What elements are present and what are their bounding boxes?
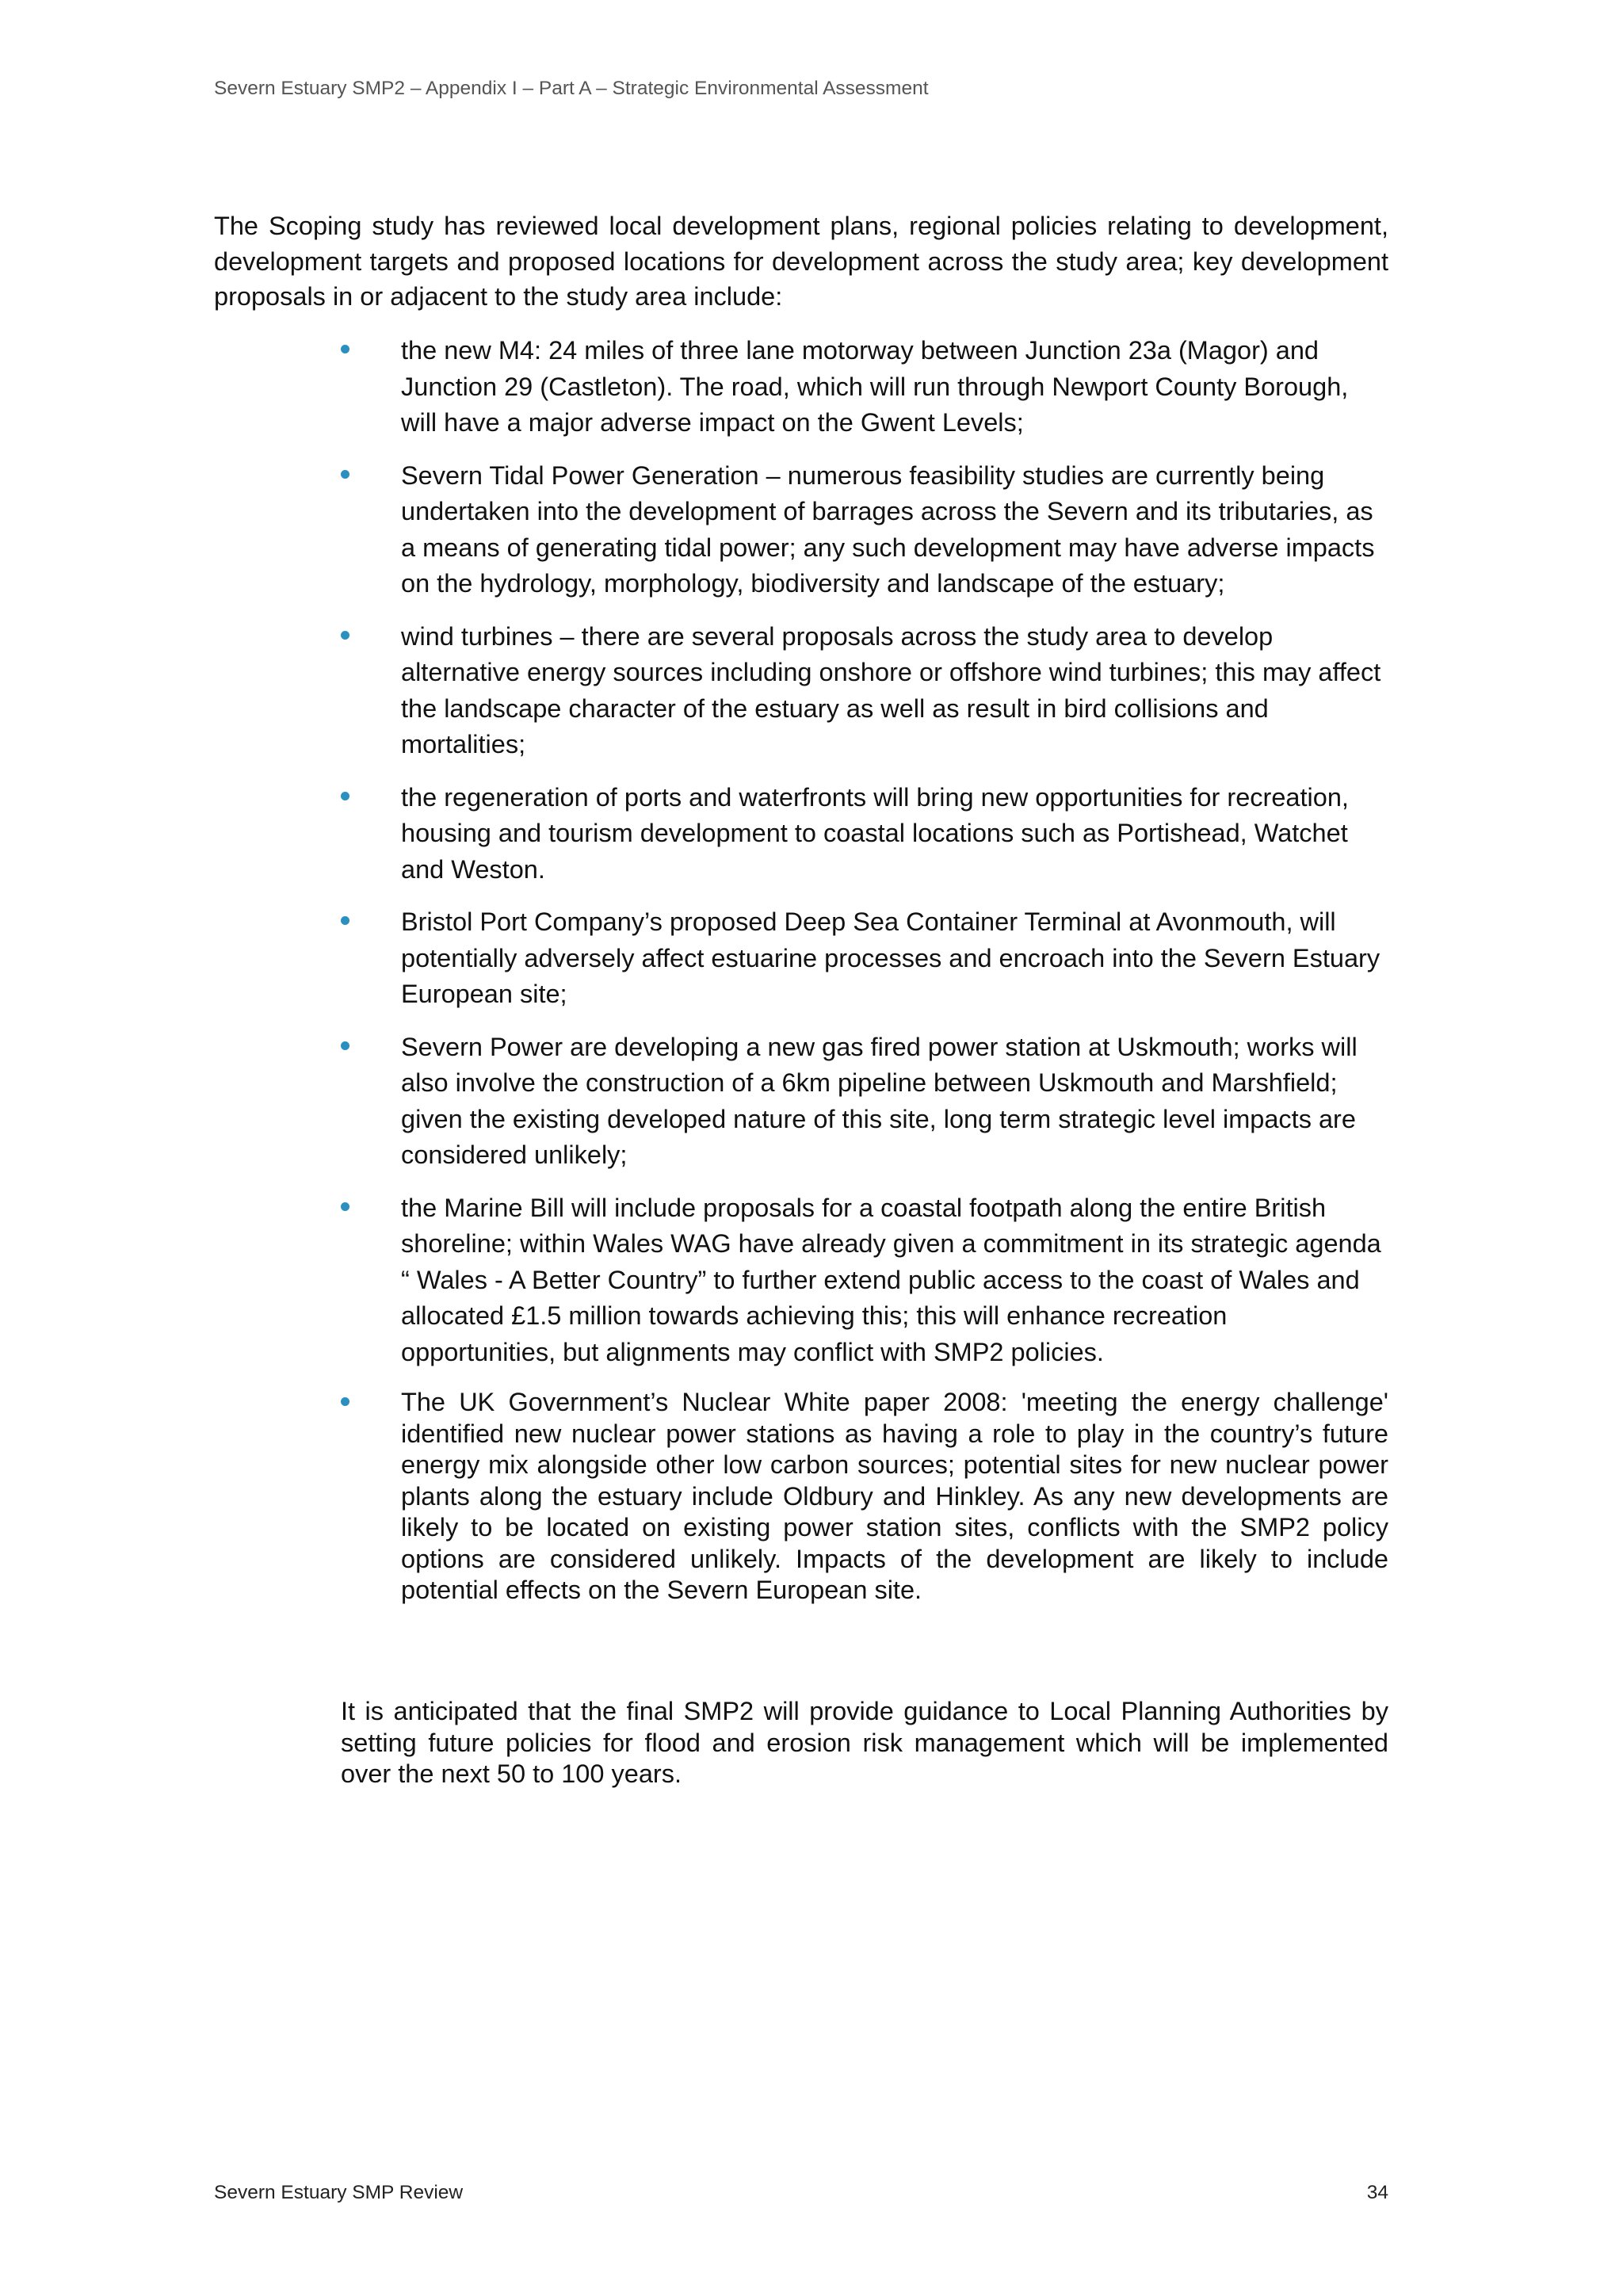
bullet-icon — [341, 792, 349, 800]
closing-paragraph: It is anticipated that the final SMP2 will provide guidance to Local Planning Authorities by setting future policies for flood and erosion risk management which will be implemented over the next 50 to 100 years. — [341, 1697, 1388, 1788]
bullet-icon — [341, 470, 349, 479]
list-item-text: Severn Tidal Power Generation – numerous feasibility studies are currently being undertaken into the development of barrages across the Severn and its tributaries, as a means of generating tidal power; any such development may have adverse impacts on the hydrology, morphology, biodiversity and landscape of the estuary; — [401, 460, 1375, 598]
list-item-text: Severn Power are developing a new gas fired power station at Uskmouth; works will also involve the construction of a 6km pipeline between Uskmouth and Marshfield; given the existing developed nature of this site, long term strategic level impacts are considered unlikely; — [401, 1032, 1358, 1169]
footer-page-number: 34 — [1366, 2182, 1388, 2203]
list-item — [341, 1387, 1388, 1606]
list-item-text: Bristol Port Company’s proposed Deep Sea Container Terminal at Avonmouth, will potentially adversely affect estuarine processes and encroach into the Severn Estuary European site; — [401, 907, 1381, 1008]
list-item — [341, 619, 1388, 763]
bullet-icon — [341, 631, 349, 640]
footer-document-title: Severn Estuary SMP Review — [214, 2182, 464, 2203]
list-item — [341, 1190, 1388, 1371]
list-item-text: The UK Government’s Nuclear White paper 2008: 'meeting the energy challenge' identified new nuclear power stations as having a role to play in the country’s future energy mix alongside other low carbon sources; potential sites for new nuclear power plants along the estuary include Oldbury and Hinkley. As any new developments are likely to be located on existing power station sites, conflicts with the SMP2 policy options are considered unlikely. Impacts of the development are likely to include potential effects on the Severn European site. — [401, 1388, 1388, 1604]
list-item — [341, 904, 1388, 1013]
list-item-text: the Marine Bill will include proposals for a coastal footpath along the entire British shoreline; within Wales WAG have already given a commitment in its strategic agenda “ Wales - A Better Country” to further extend public access to the coast of Wales and allocated £1.5 million towards achieving this; this will enhance recreation opportunities, but alignments may conflict with SMP2 policies. — [401, 1193, 1381, 1366]
list-item-text: the new M4: 24 miles of three lane motorway between Junction 23a (Magor) and Junction 29 (Castleton). The road, which will run through Newport County Borough, will have a major adverse impact on the Gwent Levels; — [401, 336, 1349, 437]
bullet-icon — [341, 345, 349, 353]
list-item-text: the regeneration of ports and waterfronts will bring new opportunities for recreation, housing and tourism development to coastal locations such as Portishead, Watchet and Weston. — [401, 782, 1349, 884]
development-proposals-list — [341, 333, 1388, 1623]
list-item — [341, 458, 1388, 602]
running-header: Severn Estuary SMP2 – Appendix I – Part A – Strategic Environmental Assessment — [214, 78, 929, 99]
list-item-text: wind turbines – there are several proposals across the study area to develop alternative energy sources including onshore or offshore wind turbines; this may affect the landscape character of the estuary as well as result in bird collisions and mortalities; — [401, 621, 1381, 758]
bullet-icon — [341, 1397, 349, 1406]
list-item — [341, 333, 1388, 441]
list-item — [341, 780, 1388, 888]
bullet-icon — [341, 1202, 349, 1211]
bullet-icon — [341, 1041, 349, 1050]
bullet-icon — [341, 916, 349, 925]
list-item — [341, 1030, 1388, 1174]
intro-paragraph: The Scoping study has reviewed local development plans, regional policies relating to development, development targets and proposed locations for development across the study area; key development proposals in or adjacent to the study area include: — [214, 212, 1388, 311]
